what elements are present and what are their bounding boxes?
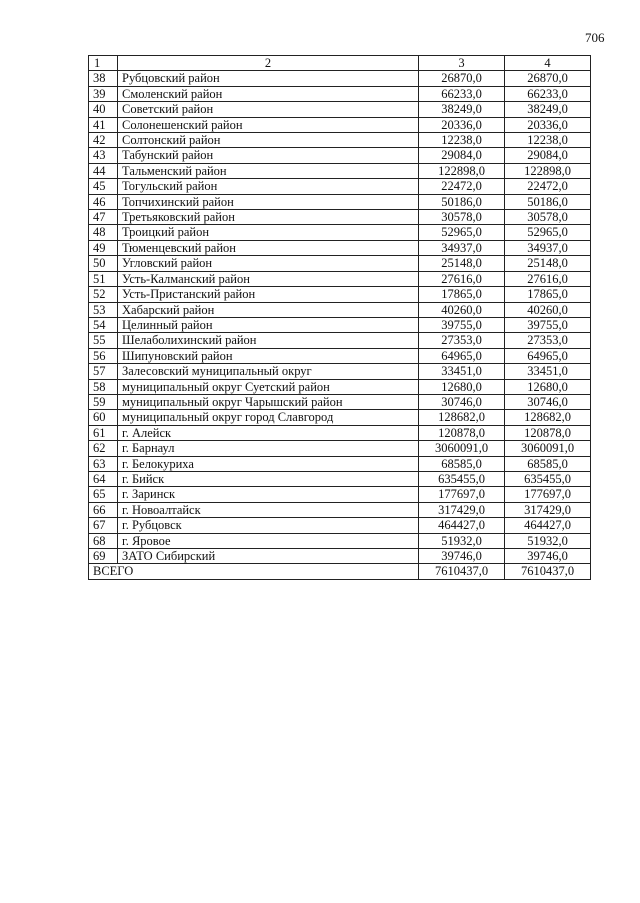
row-number: 69: [89, 549, 118, 564]
row-value-col3: 64965,0: [419, 348, 505, 363]
row-value-col4: 17865,0: [505, 287, 591, 302]
row-number: 51: [89, 271, 118, 286]
row-number: 45: [89, 179, 118, 194]
row-value-col4: 26870,0: [505, 71, 591, 86]
row-number: 43: [89, 148, 118, 163]
row-number: 63: [89, 456, 118, 471]
row-value-col3: 27616,0: [419, 271, 505, 286]
table-row: [89, 549, 591, 564]
row-value-col3: 34937,0: [419, 240, 505, 255]
row-number: 41: [89, 117, 118, 132]
row-value-col3: 66233,0: [419, 86, 505, 101]
table-row: [89, 148, 591, 163]
header-col-2: 2: [118, 56, 419, 71]
row-value-col3: 3060091,0: [419, 441, 505, 456]
row-number: 39: [89, 86, 118, 101]
row-name: г. Белокуриха: [118, 456, 419, 471]
row-number: 52: [89, 287, 118, 302]
row-value-col4: 52965,0: [505, 225, 591, 240]
table-header-row: [89, 56, 591, 71]
row-name: г. Алейск: [118, 425, 419, 440]
row-value-col3: 177697,0: [419, 487, 505, 502]
total-value-col3: 7610437,0: [419, 564, 505, 579]
row-value-col3: 39746,0: [419, 549, 505, 564]
row-name: муниципальный округ Чарышский район: [118, 394, 419, 409]
row-number: 64: [89, 471, 118, 486]
row-value-col4: 30746,0: [505, 394, 591, 409]
row-name: Усть-Калманский район: [118, 271, 419, 286]
row-name: Советский район: [118, 102, 419, 117]
row-value-col3: 12238,0: [419, 133, 505, 148]
row-name: Тогульский район: [118, 179, 419, 194]
row-value-col4: 464427,0: [505, 518, 591, 533]
row-number: 42: [89, 133, 118, 148]
row-value-col4: 40260,0: [505, 302, 591, 317]
table-row: [89, 102, 591, 117]
table-row: [89, 441, 591, 456]
row-number: 53: [89, 302, 118, 317]
row-number: 61: [89, 425, 118, 440]
row-name: г. Новоалтайск: [118, 502, 419, 517]
row-value-col3: 50186,0: [419, 194, 505, 209]
row-value-col4: 120878,0: [505, 425, 591, 440]
row-value-col3: 122898,0: [419, 163, 505, 178]
row-value-col4: 12680,0: [505, 379, 591, 394]
row-value-col4: 20336,0: [505, 117, 591, 132]
row-name: Целинный район: [118, 317, 419, 332]
row-value-col3: 30746,0: [419, 394, 505, 409]
budget-table: [88, 55, 591, 580]
row-name: муниципальный округ Суетский район: [118, 379, 419, 394]
total-row: [89, 564, 591, 579]
row-name: Солонешенский район: [118, 117, 419, 132]
table-row: [89, 287, 591, 302]
table-row: [89, 471, 591, 486]
table-row: [89, 86, 591, 101]
row-value-col3: 27353,0: [419, 333, 505, 348]
row-number: 65: [89, 487, 118, 502]
row-number: 67: [89, 518, 118, 533]
table-row: [89, 518, 591, 533]
total-label: ВСЕГО: [89, 564, 419, 579]
row-value-col4: 64965,0: [505, 348, 591, 363]
row-value-col3: 17865,0: [419, 287, 505, 302]
row-name: Залесовский муниципальный округ: [118, 364, 419, 379]
table-row: [89, 194, 591, 209]
row-name: г. Бийск: [118, 471, 419, 486]
row-number: 58: [89, 379, 118, 394]
row-value-col3: 128682,0: [419, 410, 505, 425]
table-row: [89, 456, 591, 471]
row-name: г. Рубцовск: [118, 518, 419, 533]
table-row: [89, 379, 591, 394]
row-name: г. Яровое: [118, 533, 419, 548]
table-row: [89, 240, 591, 255]
row-name: Усть-Пристанский район: [118, 287, 419, 302]
row-value-col4: 34937,0: [505, 240, 591, 255]
row-value-col4: 29084,0: [505, 148, 591, 163]
row-name: Табунский район: [118, 148, 419, 163]
row-value-col3: 51932,0: [419, 533, 505, 548]
row-value-col4: 22472,0: [505, 179, 591, 194]
row-value-col4: 317429,0: [505, 502, 591, 517]
row-value-col4: 12238,0: [505, 133, 591, 148]
table-row: [89, 317, 591, 332]
table-row: [89, 302, 591, 317]
row-value-col4: 39746,0: [505, 549, 591, 564]
table-row: [89, 410, 591, 425]
table-row: [89, 364, 591, 379]
row-value-col4: 27353,0: [505, 333, 591, 348]
row-value-col4: 39755,0: [505, 317, 591, 332]
row-value-col4: 25148,0: [505, 256, 591, 271]
table-row: [89, 210, 591, 225]
row-value-col4: 51932,0: [505, 533, 591, 548]
row-value-col3: 26870,0: [419, 71, 505, 86]
row-value-col4: 30578,0: [505, 210, 591, 225]
row-number: 62: [89, 441, 118, 456]
row-name: Шипуновский район: [118, 348, 419, 363]
table-row: [89, 502, 591, 517]
row-value-col4: 177697,0: [505, 487, 591, 502]
row-name: Солтонский район: [118, 133, 419, 148]
row-name: Рубцовский район: [118, 71, 419, 86]
row-value-col3: 29084,0: [419, 148, 505, 163]
row-number: 57: [89, 364, 118, 379]
row-name: Третьяковский район: [118, 210, 419, 225]
row-name: муниципальный округ город Славгород: [118, 410, 419, 425]
row-value-col4: 3060091,0: [505, 441, 591, 456]
row-number: 50: [89, 256, 118, 271]
row-value-col3: 120878,0: [419, 425, 505, 440]
table-row: [89, 225, 591, 240]
header-col-3: 3: [419, 56, 505, 71]
row-number: 38: [89, 71, 118, 86]
row-value-col4: 128682,0: [505, 410, 591, 425]
table-row: [89, 348, 591, 363]
row-value-col4: 66233,0: [505, 86, 591, 101]
row-value-col3: 22472,0: [419, 179, 505, 194]
row-value-col4: 38249,0: [505, 102, 591, 117]
table-row: [89, 533, 591, 548]
table-row: [89, 71, 591, 86]
row-name: Смоленский район: [118, 86, 419, 101]
row-name: Угловский район: [118, 256, 419, 271]
row-value-col4: 122898,0: [505, 163, 591, 178]
header-col-4: 4: [505, 56, 591, 71]
row-number: 47: [89, 210, 118, 225]
row-value-col3: 39755,0: [419, 317, 505, 332]
table-row: [89, 256, 591, 271]
row-value-col3: 20336,0: [419, 117, 505, 132]
row-number: 68: [89, 533, 118, 548]
row-value-col3: 317429,0: [419, 502, 505, 517]
row-number: 40: [89, 102, 118, 117]
table-row: [89, 394, 591, 409]
row-name: г. Барнаул: [118, 441, 419, 456]
row-name: ЗАТО Сибирский: [118, 549, 419, 564]
row-value-col3: 52965,0: [419, 225, 505, 240]
row-name: г. Заринск: [118, 487, 419, 502]
table-row: [89, 179, 591, 194]
row-number: 60: [89, 410, 118, 425]
row-name: Хабарский район: [118, 302, 419, 317]
row-value-col3: 635455,0: [419, 471, 505, 486]
table-row: [89, 425, 591, 440]
row-name: Тюменцевский район: [118, 240, 419, 255]
row-number: 48: [89, 225, 118, 240]
row-name: Тальменский район: [118, 163, 419, 178]
row-value-col4: 68585,0: [505, 456, 591, 471]
row-number: 44: [89, 163, 118, 178]
row-name: Шелаболихинский район: [118, 333, 419, 348]
row-number: 49: [89, 240, 118, 255]
row-number: 66: [89, 502, 118, 517]
page-number: 706: [585, 30, 605, 45]
row-value-col3: 38249,0: [419, 102, 505, 117]
row-number: 55: [89, 333, 118, 348]
header-col-1: 1: [89, 56, 118, 71]
row-value-col4: 33451,0: [505, 364, 591, 379]
budget-table-container: [88, 55, 590, 580]
row-value-col3: 40260,0: [419, 302, 505, 317]
table-body: [89, 56, 591, 580]
row-number: 54: [89, 317, 118, 332]
row-name: Троицкий район: [118, 225, 419, 240]
table-row: [89, 271, 591, 286]
table-row: [89, 133, 591, 148]
table-row: [89, 487, 591, 502]
table-row: [89, 117, 591, 132]
row-value-col4: 635455,0: [505, 471, 591, 486]
row-value-col3: 464427,0: [419, 518, 505, 533]
row-value-col3: 68585,0: [419, 456, 505, 471]
row-name: Топчихинский район: [118, 194, 419, 209]
row-value-col4: 50186,0: [505, 194, 591, 209]
row-number: 46: [89, 194, 118, 209]
row-value-col3: 25148,0: [419, 256, 505, 271]
total-value-col4: 7610437,0: [505, 564, 591, 579]
row-value-col4: 27616,0: [505, 271, 591, 286]
row-number: 56: [89, 348, 118, 363]
table-row: [89, 333, 591, 348]
row-number: 59: [89, 394, 118, 409]
row-value-col3: 30578,0: [419, 210, 505, 225]
row-value-col3: 33451,0: [419, 364, 505, 379]
row-value-col3: 12680,0: [419, 379, 505, 394]
table-row: [89, 163, 591, 178]
